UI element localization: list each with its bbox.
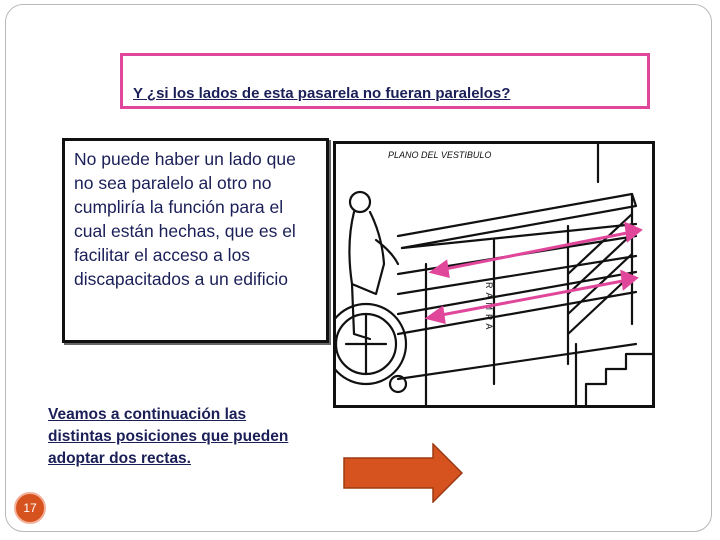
note-text: No puede haber un lado que no sea paralelo al otro no cumpliría la función para el cual están hechas, que es el facilitar el acceso a los discapacitados a un edificio xyxy=(74,149,296,289)
next-arrow-button[interactable] xyxy=(343,443,463,503)
ramp-illustration xyxy=(333,141,655,408)
page-number: 17 xyxy=(23,501,37,515)
right-arrow-icon xyxy=(343,443,463,503)
note-box xyxy=(62,138,329,343)
caption-text: Veamos a continuación las distintas posiciones que pueden adoptar dos rectas. xyxy=(48,406,289,467)
ramp-vertical-label: RAMPA xyxy=(484,282,494,334)
page-number-badge xyxy=(14,492,46,524)
illustration-label: PLANO DEL VESTIBULO xyxy=(388,150,492,160)
ramp-drawing xyxy=(336,144,652,405)
slide-title: Y ¿si los lados de esta pasarela no fueran paralelos? xyxy=(133,85,511,102)
title-box xyxy=(120,53,650,109)
